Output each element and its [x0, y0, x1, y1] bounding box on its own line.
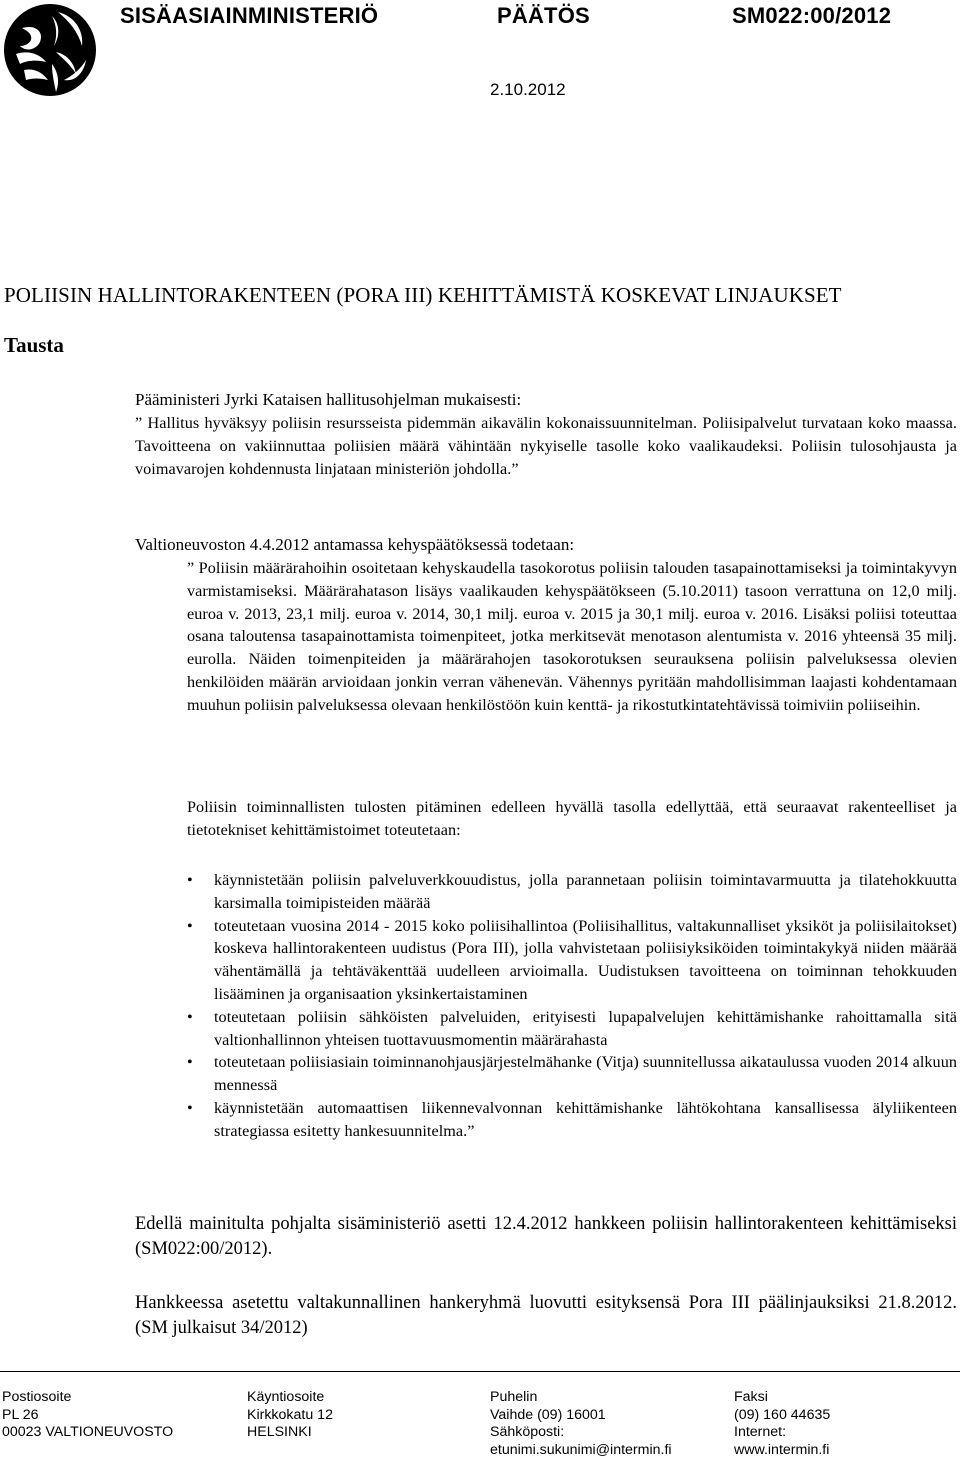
intro-paragraph: Pääministeri Jyrki Kataisen hallitusohjelman mukaisesti: [135, 390, 522, 409]
list-item-text: käynnistetään automaattisen liikennevalvonnan kehittämishanke lähtökohtana kansallisessa älyliikenteen strategiassa esitetty hankesuunnitelma.” [214, 1098, 957, 1140]
footer-value: HELSINKI [247, 1424, 312, 1440]
measures-intro-paragraph: Poliisin toiminnallisten tulosten pitäminen edelleen hyvällä tasolla edellyttää, että seuraavat rakenteelliset ja tietotekniset kehittämistoimet toteutetaan: [187, 798, 957, 839]
footer-label: Faksi [734, 1389, 768, 1405]
list-item [187, 1097, 957, 1143]
footer-label: Käyntiosoite [247, 1389, 325, 1405]
document-number: SM022:00/2012 [732, 3, 892, 28]
footer-fax-internet [734, 1389, 830, 1459]
footer-website-link[interactable]: www.intermin.fi [734, 1441, 830, 1458]
list-item [187, 915, 957, 1006]
measures-list [187, 869, 957, 1143]
document-title: POLIISIN HALLINTORAKENTEEN (PORA III) KEHITTÄMISTÄ KOSKEVAT LINJAUKSET [4, 283, 842, 307]
bullet-icon: • [187, 916, 193, 935]
footer-label: Sähköposti: [490, 1424, 565, 1440]
footer-label: Internet: [734, 1424, 787, 1440]
document-date: 2.10.2012 [490, 80, 566, 99]
footer-value: PL 26 [2, 1406, 39, 1423]
bullet-icon: • [187, 1098, 193, 1117]
government-program-quote: ” Hallitus hyväksyy poliisin resursseista pidemmän aikavälin kokonaissuunnitelman. Poliisipalvelut turvataan koko maassa. Tavoitteena on vakiinnuttaa poliisien määrä vähintään nykyiselle tasolle koko vaalikaudeksi. Poliisin tulosohjausta ja voimavarojen kohdennusta linjataan ministeriön johdolla.” [135, 414, 957, 478]
ministry-name: SISÄASIAINMINISTERIÖ [120, 3, 379, 28]
footer-divider [0, 1371, 960, 1372]
budget-intro-paragraph: Valtioneuvoston 4.4.2012 antamassa kehyspäätöksessä todetaan: [135, 535, 575, 554]
footer-email-link[interactable]: etunimi.sukunimi@intermin.fi [490, 1441, 672, 1458]
footer-value: Kirkkokatu 12 [247, 1406, 333, 1423]
bullet-icon: • [187, 1053, 193, 1072]
footer-value: (09) 160 44635 [734, 1406, 831, 1423]
footer-phone-email [490, 1389, 672, 1459]
footer-value: Vaihde (09) 16001 [490, 1406, 606, 1423]
list-item-text: käynnistetään poliisin palveluverkkouudistus, jolla parannetaan poliisin toimintavarmuutta ja tilatehokkuutta karsimalla toimipisteiden määrää [214, 871, 957, 912]
list-item [187, 869, 957, 915]
section-heading: Tausta [4, 333, 64, 357]
footer-value: 00023 VALTIONEUVOSTO [2, 1424, 174, 1440]
list-item [187, 1006, 957, 1052]
ministry-crest-logo-icon [2, 2, 98, 98]
list-item-text: toteutetaan poliisiasiain toiminnanohjausjärjestelmähanke (Vitja) suunnitellussa aikataulussa vuoden 2014 alkuun mennessä [214, 1053, 957, 1095]
budget-decision-quote: ” Poliisin määrärahoihin osoitetaan kehyskaudella tasokorotus poliisin talouden tasapainottamiseksi ja toimintakyvyn varmistamiseksi. Määrärahatason lisäys vaalikauden kehyspäätökseen (5.10.2011) tasoon verrattuna on 12,0 milj. euroa v. 2013, 23,1 milj. euroa v. 2014, 30,1 milj. euroa v. 2015 ja 30,1 milj. euroa v. 2016. Lisäksi poliisi toteuttaa osana taloutensa tasapainottamista toimenpiteet, jotka merkitsevät menotason alentumista v. 2016 yhteensä 35 milj. eurolla. Näiden toimenpiteiden ja määrärahojen tasokorotuksen seurauksena poliisin palveluksessa olevien henkilöiden määrän arvioidaan jonkin verran vähenevän. Vähennys pyritään mahdollisimman laajasti kohdentamaan muuhun poliisin palveluksessa olevaan henkilöstöön kuin kenttä- ja rikostutkintatehtävissä toimiviin poliiseihin. [187, 559, 957, 714]
list-item-text: toteutetaan poliisin sähköisten palveluiden, erityisesti lupapalvelujen kehittämishanke rahoittamalla sitä valtionhallinnon yhteisen tuottavuusmomentin määrärahasta [214, 1007, 957, 1049]
list-item-text: toteutetaan vuosina 2014 - 2015 koko poliisihallintoa (Poliisihallitus, valtakunnalliset yksiköt ja poliisilaitokset) koskeva hallintorakenteen uudistus (Pora III), jolla vahvistetaan poliisiyksiköiden toimintakykyä niiden määrää vähentämällä ja tehtäväkenttää uudelleen arvioimalla. Uudistuksen tavoitteena on toiminnan tehokkuuden lisääminen ja organisaation yksinkertaistaminen [214, 916, 957, 1003]
footer-label: Postiosoite [2, 1389, 72, 1405]
decision-paragraph: Edellä mainitulta pohjalta sisäministeriö asetti 12.4.2012 hankkeen poliisin hallintorakenteen kehittämiseksi (SM022:00/2012). [135, 1214, 957, 1259]
result-paragraph: Hankkeessa asetettu valtakunnallinen hankeryhmä luovutti esityksensä Pora III päälinjauksiksi 21.8.2012. (SM julkaisut 34/2012) [135, 1293, 957, 1338]
footer-visiting-address [247, 1389, 333, 1442]
document-type: PÄÄTÖS [497, 3, 590, 28]
list-item [187, 1051, 957, 1097]
footer-postal-address [2, 1389, 173, 1442]
footer-label: Puhelin [490, 1389, 538, 1405]
bullet-icon: • [187, 1007, 193, 1026]
bullet-icon: • [187, 871, 193, 889]
